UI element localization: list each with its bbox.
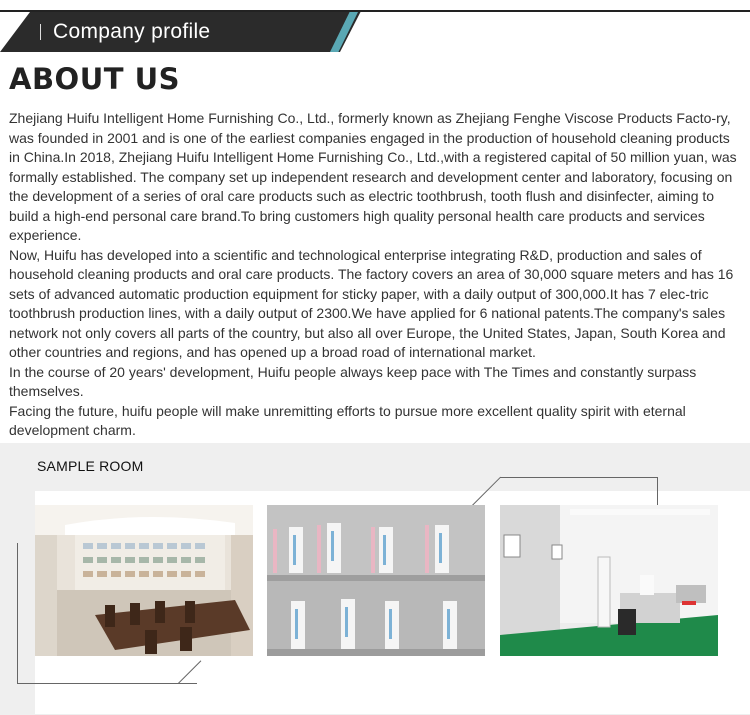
header-divider <box>40 24 41 40</box>
header-title-group <box>40 12 210 52</box>
header-right-wedge <box>340 12 750 52</box>
frame-line <box>657 477 658 507</box>
showroom-image <box>35 505 253 656</box>
about-body <box>9 109 739 441</box>
frame-line <box>17 543 18 683</box>
toothbrush-image <box>267 505 485 656</box>
sample-room-section <box>0 443 750 715</box>
office-photo <box>500 505 718 656</box>
frame-line <box>500 477 658 478</box>
about-paragraph: Facing the future, huifu people will make unremitting efforts to pursue more excellent quality spirit with eternal development charm. <box>9 402 686 438</box>
about-paragraph: Now, Huifu has developed into a scientific and technological enterprise integrating R&D, production and sales of household cleaning products and oral care products. The factory covers an area of 30,000 square meters and has 16 sets of advanced automatic production equipment for sticky paper, with a daily output of 300,000.It has 7 elec-tric toothbrush production lines, with a daily output of 2300.We have applied for 6 national patents.The company's sales network not only covers all parts of the country, but also all over Europe, the United States, Japan, South Korea and other countries and regions, and has opened up a broad road of international market. <box>9 246 734 360</box>
office-image <box>500 505 718 656</box>
about-paragraph: In the course of 20 years' development, Huifu people always keep pace with The Times and constantly surpass themselves. <box>9 363 697 399</box>
sample-room-title: SAMPLE ROOM <box>37 458 144 474</box>
frame-line <box>17 683 197 684</box>
toothbrush-display-photo <box>267 505 485 656</box>
header-title: Company profile <box>53 20 211 43</box>
about-heading: ABOUT US <box>9 62 181 96</box>
showroom-photo <box>35 505 253 656</box>
about-paragraph: Zhejiang Huifu Intelligent Home Furnishing Co., Ltd., formerly known as Zhejiang Fenghe Viscose Products Facto-ry, was founded in 2001 and is one of the earliest companies engaged in the production of household cleaning products in China.In 2018, Zhejiang Huifu Intelligent Home Furnishing Co., Ltd.,with a registered capital of 50 million yuan, was formally established. The company set up independent research and development center and laboratory, focusing on the development of a series of oral care products such as electric toothbrush, tooth flush and disinfecter, aiming to build a high-end personal care brand.To bring customers high quality personal health care products and services experience. <box>9 110 737 243</box>
